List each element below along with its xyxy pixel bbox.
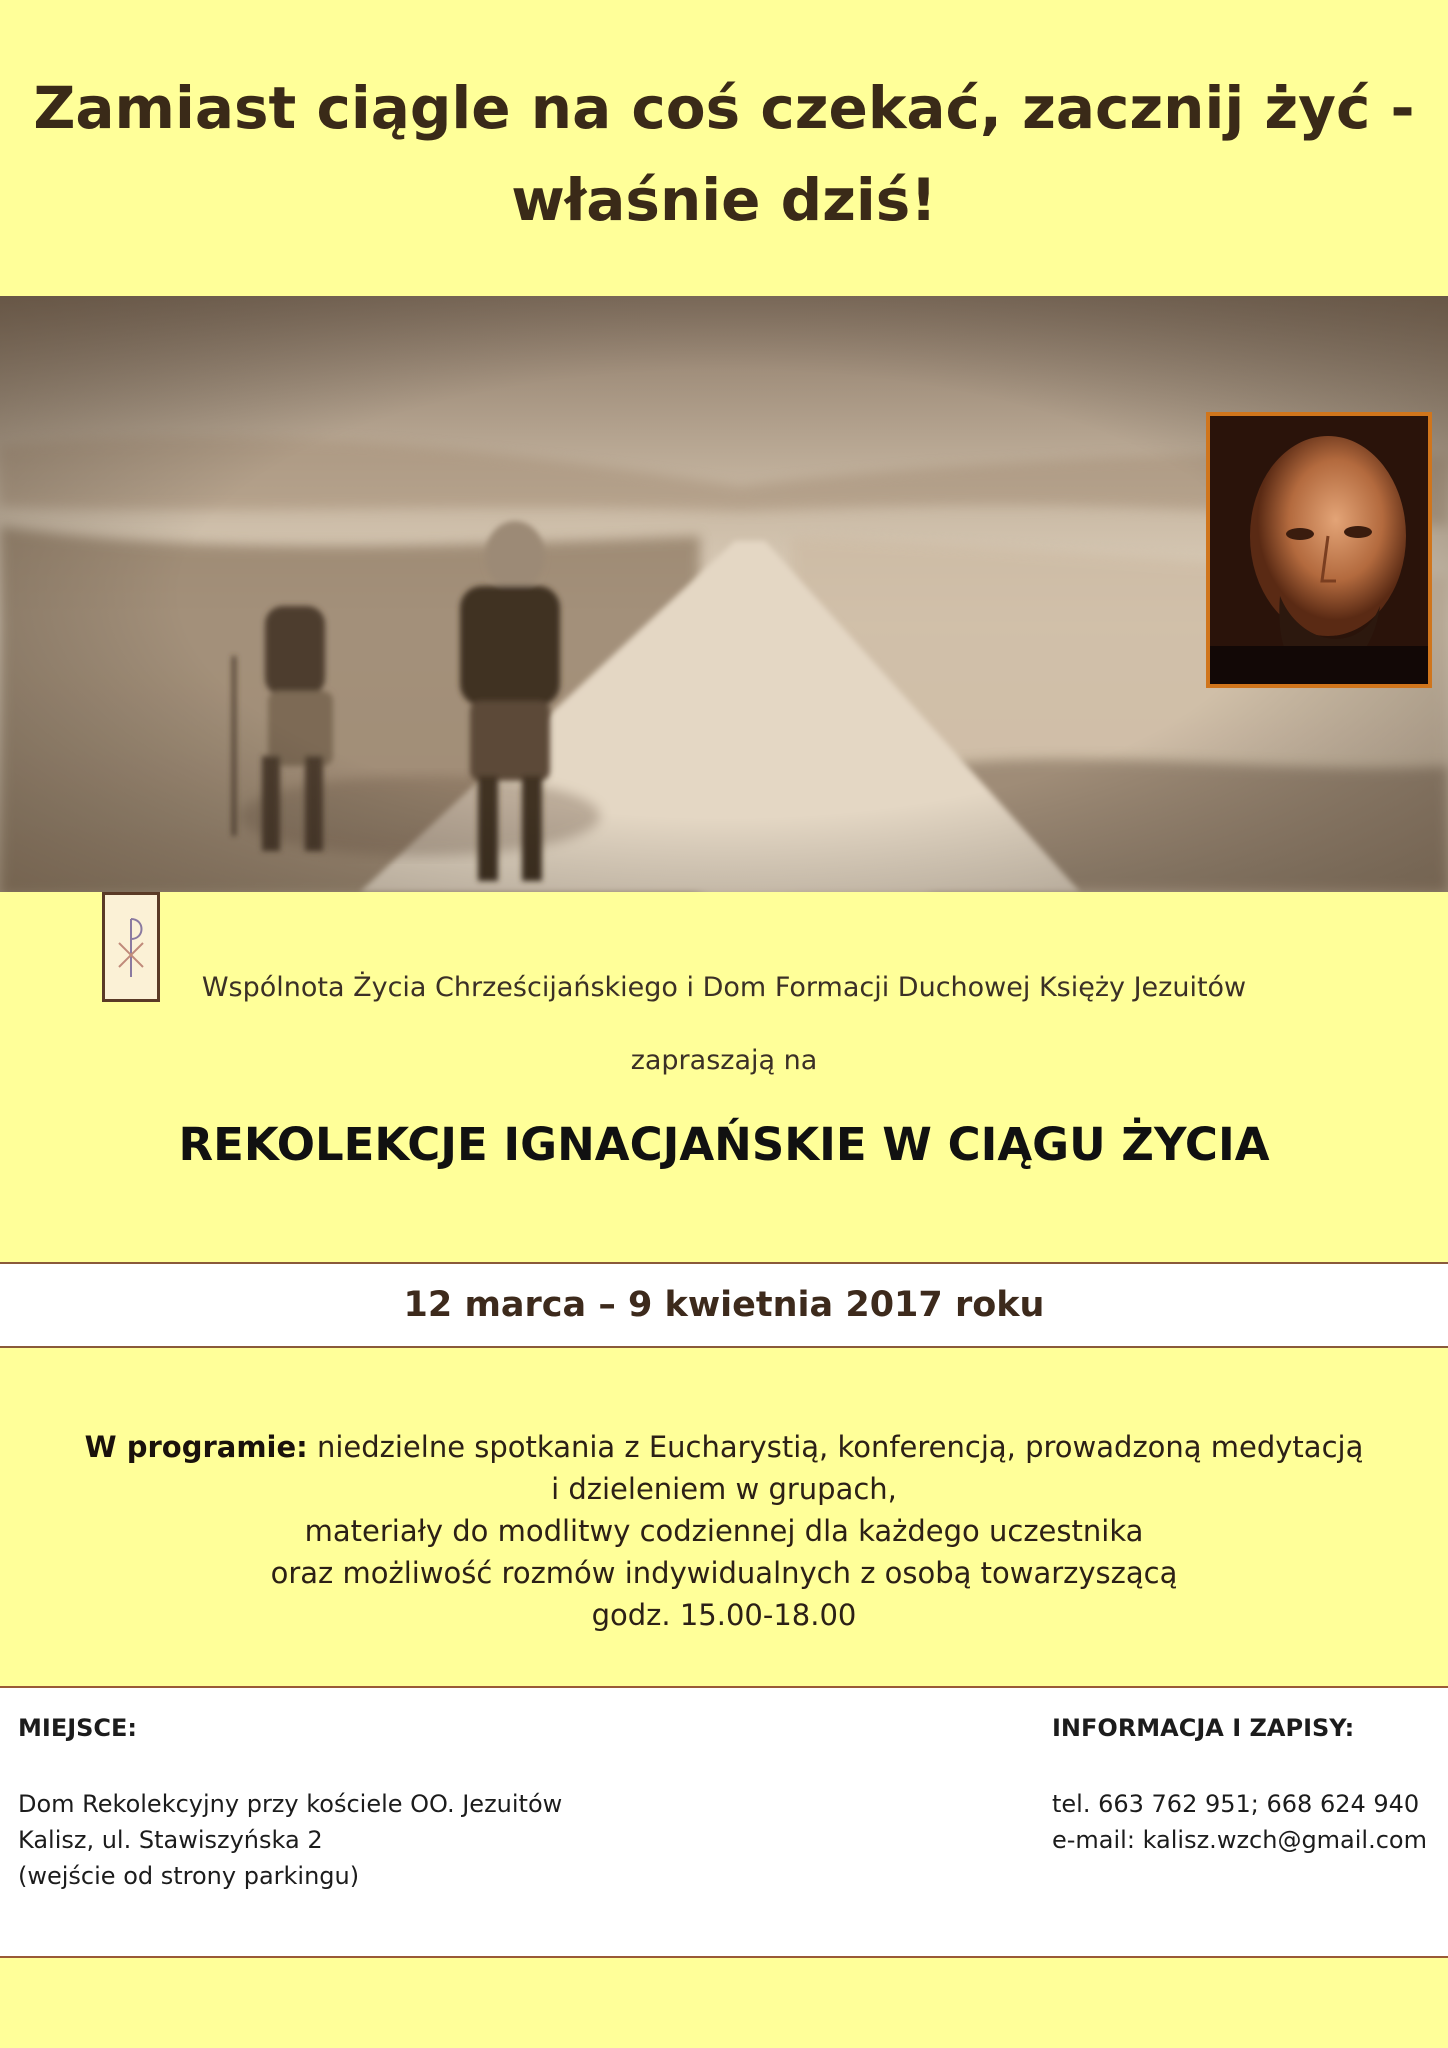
retreat-title: REKOLEKCJE IGNACJAŃSKIE W CIĄGU ŻYCIA <box>178 1118 1270 1171</box>
saint-ignatius-portrait <box>1206 412 1432 688</box>
contact-label: INFORMACJA I ZAPISY: <box>1052 1714 1355 1742</box>
headline-line-1: Zamiast ciągle na coś czekać, zacznij żyć - <box>33 74 1415 142</box>
place-section <box>18 1710 562 1894</box>
organizers-text: Wspólnota Życia Chrześcijańskiego i Dom Formacji Duchowej Księży Jezuitów <box>201 972 1247 1003</box>
place-line-1: Dom Rekolekcyjny przy kościele OO. Jezuitów <box>18 1790 563 1818</box>
place-line-2: Kalisz, ul. Stawiszyńska 2 <box>18 1826 323 1854</box>
program-line-1 <box>60 1426 1388 1468</box>
contact-email: e-mail: kalisz.wzch@gmail.com <box>1052 1826 1427 1854</box>
program-line-3: materiały do modlitwy codziennej dla każdego uczestnika <box>304 1514 1144 1548</box>
info-box <box>0 1686 1448 1958</box>
program-line-4: oraz możliwość rozmów indywidualnych z osobą towarzyszącą <box>270 1556 1178 1590</box>
place-label: MIEJSCE: <box>18 1714 138 1742</box>
headline <box>0 62 1448 246</box>
invite-text: zapraszają na <box>630 1045 818 1076</box>
date-band <box>0 1262 1448 1348</box>
program-line-2: i dzieleniem w grupach, <box>551 1472 897 1506</box>
place-line-3: (wejście od strony parkingu) <box>18 1862 360 1890</box>
program-hours: godz. 15.00-18.00 <box>591 1598 857 1632</box>
program-description <box>60 1426 1388 1636</box>
program-text-1: niedzielne spotkania z Eucharystią, konferencją, prowadzoną medytacją <box>316 1430 1364 1464</box>
retreat-dates: 12 marca – 9 kwietnia 2017 roku <box>403 1285 1045 1325</box>
program-label: W programie: <box>84 1430 308 1464</box>
headline-line-2: właśnie dziś! <box>511 166 937 234</box>
contact-section <box>1052 1710 1427 1858</box>
contact-phone: tel. 663 762 951; 668 624 940 <box>1052 1790 1420 1818</box>
